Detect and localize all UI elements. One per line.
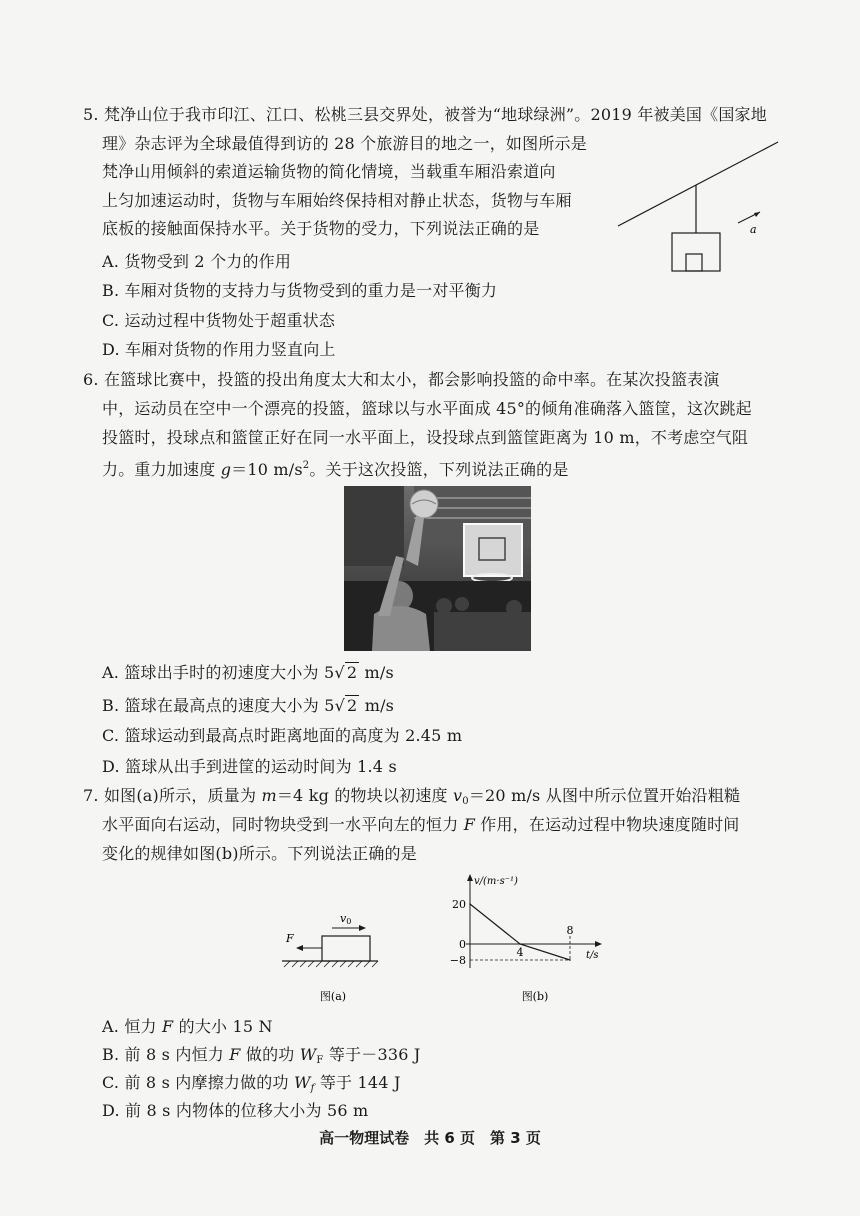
q7-option-c: C. 前 8 s 内摩擦力做的功 $W_f$ 等于 144 J [102,1073,401,1094]
q5-cable-car-diagram [610,138,785,278]
q7-figure-a [276,900,386,1010]
q5-line-5: 底板的接触面保持水平。关于货物的受力，下列说法正确的是 [102,219,540,238]
q7-line-1: 7. 如图(a)所示，质量为 m＝4 kg 的物块以初速度 $v_0=20$ m/s 从图中所示位置开始沿粗糙 [83,786,741,807]
q6-line-4: 力。重力加速度 g＝10 $m/s^2$。关于这次投篮，下列说法正确的是 [102,460,569,479]
figure-b-caption: 图(b) [521,990,549,1003]
vt-point-0 [469,903,471,905]
q7-option-d: D. 前 8 s 内物体的位移大小为 56 m [102,1101,369,1120]
page-footer: 高一物理试卷 共 6 页 第 3 页 [319,1129,541,1147]
q7-vt-chart [440,868,610,1008]
q5-option-b: B. 车厢对货物的支持力与货物受到的重力是一对平衡力 [102,281,498,300]
q5-line-3: 梵净山用倾斜的索道运输货物的简化情境，当载重车厢沿索道向 [102,162,556,181]
x-axis-arrow [595,941,602,947]
q7-line-2: 水平面向右运动，同时物块受到一水平向左的恒力 F 作用，在运动过程中物块速度随时间 [102,815,740,834]
q7-line-3: 变化的规律如图(b)所示。下列说法正确的是 [102,844,417,863]
q5-line-4: 上匀加速运动时，货物与车厢始终保持相对静止状态，货物与车厢 [102,191,572,210]
y-axis-arrow [467,874,473,881]
vt-point-1 [519,943,521,945]
y-tick-0: 0 [459,938,466,951]
y-axis-label: v/(m·s⁻¹) [474,876,518,887]
basketball-shot-photo [344,486,531,651]
q5-line-2: 理》杂志评为全球最值得到访的 28 个旅游目的地之一，如图所示是 [102,134,587,153]
q6-line-2: 中，运动员在空中一个漂亮的投篮，篮球以与水平面成 45°的倾角准确落入篮筐，这次跳起 [102,399,752,418]
q5-acceleration-label: a [750,223,757,236]
x-tick-4: 4 [516,946,524,959]
force-label: F [286,932,294,945]
x-axis-label: t/s [586,950,599,961]
q7-option-a: A. 恒力 F 的大小 15 N [102,1017,273,1036]
block [322,936,370,961]
q5-option-d: D. 车厢对货物的作用力竖直向上 [102,340,336,359]
q5-option-a: A. 货物受到 2 个力的作用 [102,252,292,271]
q6-option-c: C. 篮球运动到最高点时距离地面的高度为 2.45 m [102,726,463,745]
q6-option-a: A. 篮球出手时的初速度大小为 5√ 2 m/s [102,663,394,682]
figure-a-caption: 图(a) [319,990,347,1003]
velocity-label: v0 [340,912,352,926]
q5-line-1: 5. 梵净山位于我市印江、江口、松桃三县交界处，被誉为“地球绿洲”。2019 年被美国《国家地 [83,105,767,124]
q7-option-b: B. 前 8 s 内恒力 F 做的功 $W_F$ 等于－336 J [102,1045,421,1066]
y-tick-20: 20 [452,898,466,911]
vt-point-2 [569,959,571,961]
q6-option-b: B. 篮球在最高点的速度大小为 5√ 2 m/s [102,696,395,715]
y-tick-minus-8: −8 [449,954,466,967]
q6-line-1: 6. 在篮球比赛中，投篮的投出角度太大和太小，都会影响投篮的命中率。在某次投篮表演 [83,370,720,389]
q5-option-c: C. 运动过程中货物处于超重状态 [102,311,336,330]
q6-option-d: D. 篮球从出手到进筐的运动时间为 1.4 s [102,757,397,776]
x-tick-8: 8 [566,924,574,937]
q6-line-3: 投篮时，投球点和篮筐正好在同一水平面上，设投球点到篮筐距离为 10 m，不考虑空气阻 [102,428,749,447]
